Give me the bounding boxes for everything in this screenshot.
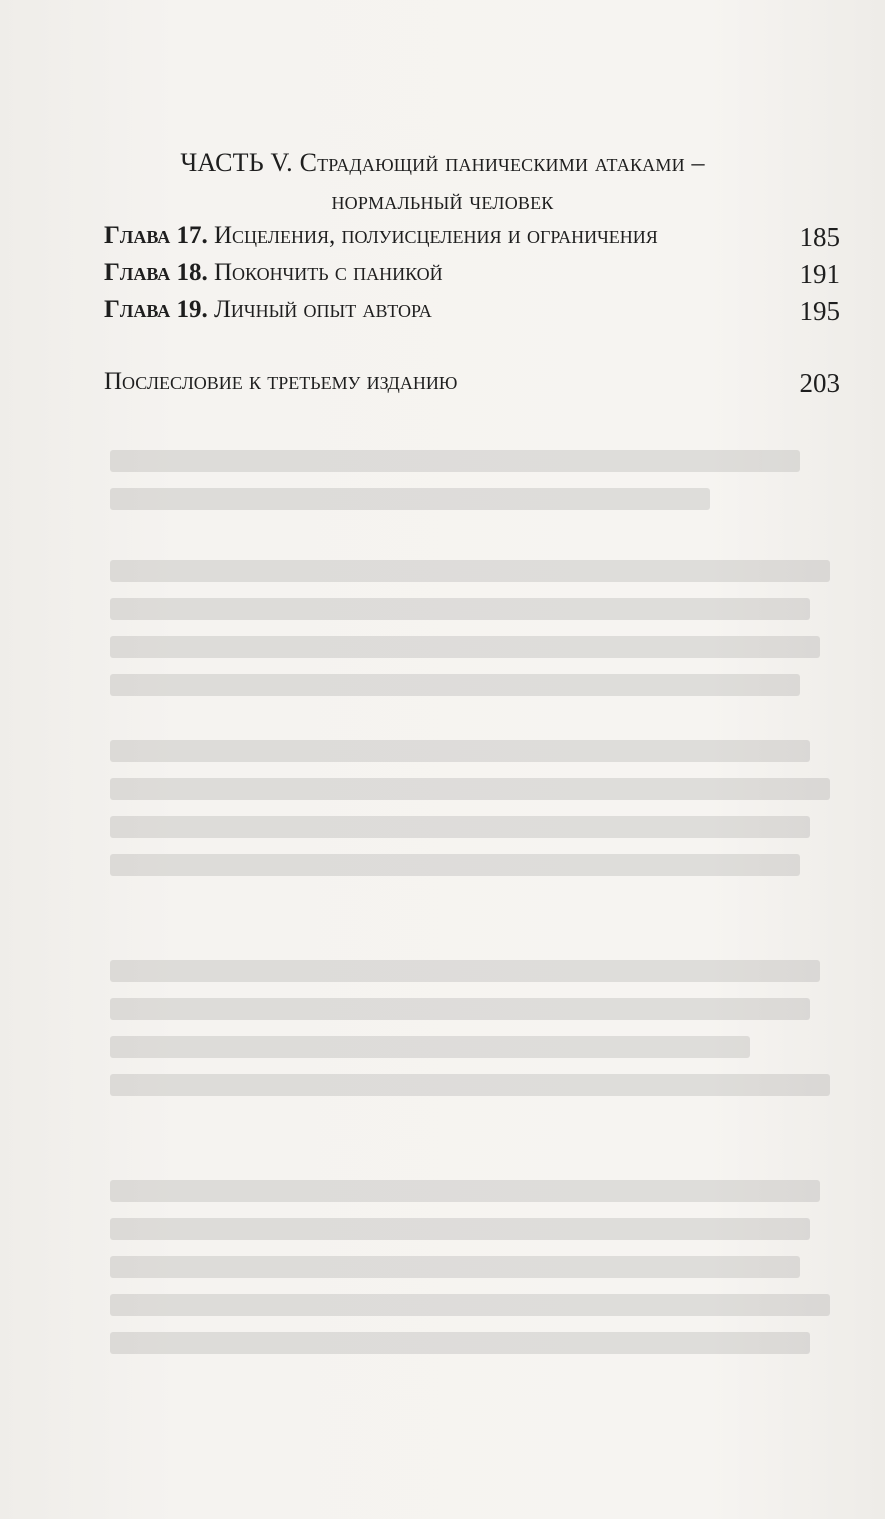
show-through-texture <box>0 440 885 1440</box>
chapter-title: Исцеления, полуисцеления и ограничения <box>213 222 658 249</box>
chapter-number: Глава 17. <box>104 222 208 249</box>
page-number: 191 <box>799 259 840 289</box>
toc-entry-label <box>104 222 658 250</box>
toc-entry-label <box>104 296 432 324</box>
chapter-number: Глава 18. <box>104 259 208 286</box>
chapter-title: Покончить с паникой <box>213 259 443 286</box>
part-title-line-1: ЧАСТЬ V. Страдающий паническими атаками – <box>180 148 705 177</box>
page-number: 203 <box>799 368 840 398</box>
chapter-number: Глава 19. <box>104 296 208 323</box>
part-title-line-2: нормальный человек <box>331 186 554 215</box>
page-number: 195 <box>799 296 840 326</box>
toc-entry-chapter-18 <box>104 259 840 293</box>
afterword-title: Послесловие к третьему изданию <box>104 368 458 395</box>
toc-entry-chapter-17 <box>104 222 840 256</box>
toc-entry-chapter-19 <box>104 296 840 330</box>
toc-entry-afterword <box>104 368 840 402</box>
toc-entry-label <box>104 259 443 287</box>
chapter-title: Личный опыт автора <box>213 296 432 323</box>
page-number: 185 <box>799 222 840 252</box>
